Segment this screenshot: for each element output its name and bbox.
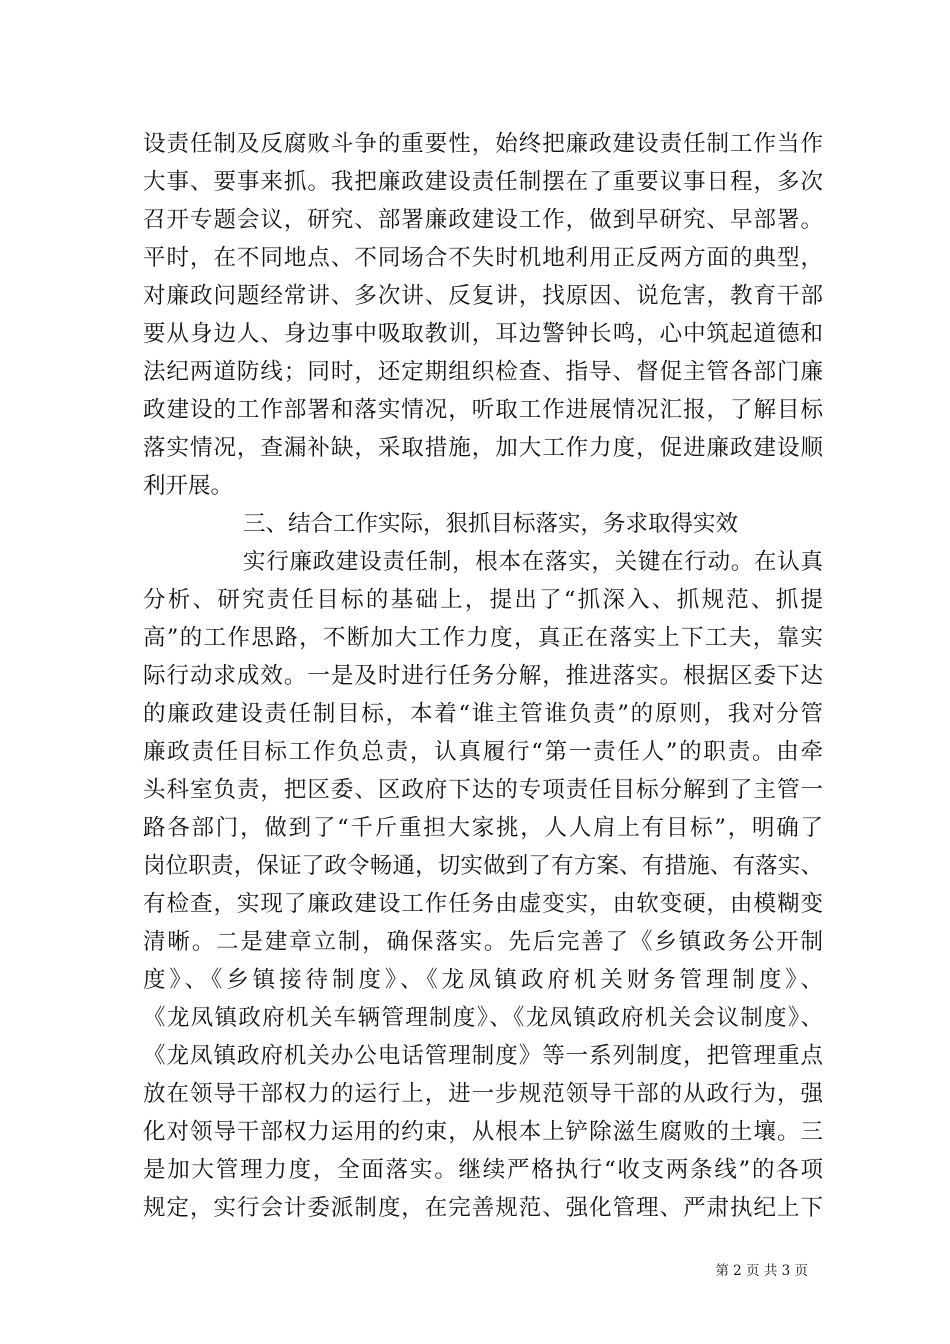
paragraph-line: 设责任制及反腐败斗争的重要性，始终把廉政建设责任制工作当作 [143,131,823,157]
paragraph-line: 对廉政问题经常讲、多次讲、反复讲，找原因、说危害，教育干部 [143,283,823,309]
paragraph-line: 分析、研究责任目标的基础上，提出了“抓深入、抓规范、抓提 [143,587,823,613]
paragraph-line: 法纪两道防线；同时，还定期组织检查、指导、督促主管各部门廉 [143,359,823,385]
paragraph-line: 政建设的工作部署和落实情况，听取工作进展情况汇报，了解目标 [143,397,823,423]
paragraph-line: 规定，实行会计委派制度，在完善规范、强化管理、严肃执纪上下 [143,1195,823,1221]
paragraph-line: 放在领导干部权力的运行上，进一步规范领导干部的从政行为，强 [143,1081,823,1107]
paragraph-line: 平时，在不同地点、不同场合不失时机地利用正反两方面的典型， [143,245,823,271]
paragraph-line: 《龙凤镇政府机关办公电话管理制度》等一系列制度，把管理重点 [143,1043,823,1069]
paragraph-line: 《龙凤镇政府机关车辆管理制度》、《龙凤镇政府机关会议制度》、 [143,1005,823,1031]
paragraph-line: 高”的工作思路，不断加大工作力度，真正在落实上下工夫，靠实 [143,625,823,651]
paragraph-line: 实行廉政建设责任制，根本在落实，关键在行动。在认真 [243,549,823,575]
paragraph-line: 路各部门，做到了“千斤重担大家挑，人人肩上有目标”，明确了 [143,815,823,841]
paragraph-line: 落实情况，查漏补缺，采取措施，加大工作力度，促进廉政建设顺 [143,435,823,461]
page-number-footer: 第 2 页 共 3 页 [715,1263,808,1279]
paragraph-line: 头科室负责，把区委、区政府下达的专项责任目标分解到了主管一 [143,777,823,803]
paragraph-line: 召开专题会议，研究、部署廉政建设工作，做到早研究、早部署。 [143,207,823,233]
paragraph-line: 际行动求成效。一是及时进行任务分解，推进落实。根据区委下达 [143,663,823,689]
paragraph-line: 利开展。 [143,473,234,499]
paragraph-line: 有检查，实现了廉政建设工作任务由虚变实，由软变硬，由模糊变 [143,891,823,917]
paragraph-line: 岗位职责，保证了政令畅通，切实做到了有方案、有措施、有落实、 [143,853,823,879]
paragraph-line: 化对领导干部权力运用的约束，从根本上铲除滋生腐败的土壤。三 [143,1119,823,1145]
paragraph-line: 大事、要事来抓。我把廉政建设责任制摆在了重要议事日程，多次 [143,169,823,195]
paragraph-line: 清晰。二是建章立制，确保落实。先后完善了《乡镇政务公开制 [143,929,823,955]
paragraph-line: 是加大管理力度，全面落实。继续严格执行“收支两条线”的各项 [143,1157,823,1183]
paragraph-line: 要从身边人、身边事中吸取教训，耳边警钟长鸣，心中筑起道德和 [143,321,823,347]
paragraph-line: 廉政责任目标工作负总责，认真履行“第一责任人”的职责。由牵 [143,739,823,765]
paragraph-line: 的廉政建设责任制目标，本着“谁主管谁负责”的原则，我对分管 [143,701,823,727]
paragraph-line: 度》、《乡镇接待制度》、《龙凤镇政府机关财务管理制度》、 [143,967,823,993]
section-heading: 三、结合工作实际，狠抓目标落实，务求取得实效 [243,511,739,537]
